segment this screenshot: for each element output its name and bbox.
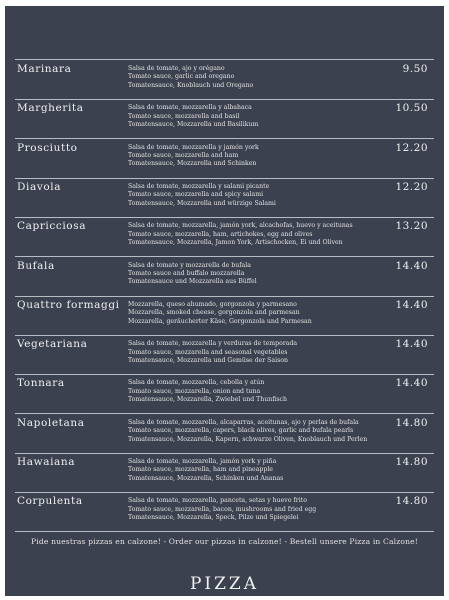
description-line: Salsa de tomate, ajo y orégano bbox=[128, 65, 225, 72]
menu-title: PIZZA bbox=[189, 574, 260, 594]
menu-item bbox=[15, 257, 434, 297]
description-line: Salsa de tomate, mozzarella y albahaca bbox=[128, 104, 252, 112]
pizza-name: Corpulenta bbox=[17, 495, 83, 508]
description-line: Tomato sauce and buffalo mozzarella bbox=[128, 269, 245, 277]
description-line: Mozzarella, smoked cheese, gorgonzola and parmesan bbox=[128, 309, 300, 317]
menu-item bbox=[15, 335, 434, 375]
menu-item bbox=[15, 217, 434, 257]
description-line: Tomato sauce, mozzarella, onion and tuna bbox=[128, 387, 261, 395]
description-line: Tomato sauce, garlic and oregano bbox=[128, 73, 235, 81]
menu-item bbox=[15, 492, 434, 532]
menu-item bbox=[15, 453, 434, 493]
pizza-price: 14.40 bbox=[395, 377, 428, 390]
pizza-name: Marinara bbox=[17, 63, 72, 75]
pizza-name: Prosciutto bbox=[17, 141, 78, 154]
pizza-description bbox=[128, 458, 283, 483]
pizza-price: 14.80 bbox=[395, 456, 428, 468]
pizza-description bbox=[128, 104, 258, 129]
description-line: Tomato sauce, mozzarella, bacon, mushrooms and fried egg bbox=[128, 505, 317, 513]
pizza-price: 12.20 bbox=[395, 180, 428, 193]
pizza-name: Quattro formaggi bbox=[17, 298, 120, 311]
description-line: Salsa de tomate, mozzarella y verduras de temporada bbox=[128, 340, 298, 348]
pizza-description bbox=[128, 497, 316, 522]
description-line: Salsa de tomate, mozzarella y salami picante bbox=[128, 182, 270, 190]
description-line: Salsa de tomate y mozzarella de bufala bbox=[128, 261, 251, 269]
pizza-name: Margherita bbox=[17, 102, 84, 115]
description-line: Salsa de tomate, mozzarella, jamón york, alcachofas, huevo y aceitunas bbox=[128, 222, 353, 230]
description-line: Tomatensauce, Mozzarella, Speck, Pilze und Spiegelei bbox=[128, 514, 299, 522]
pizza-description bbox=[128, 379, 287, 404]
description-line: Tomatensauce, Mozzarella, Schinken und Ananas bbox=[128, 474, 284, 482]
pizza-price: 10.50 bbox=[395, 102, 428, 115]
pizza-price: 14.40 bbox=[395, 259, 428, 272]
description-line: Salsa de tomate, mozzarella, jamón york y piña bbox=[128, 458, 277, 465]
description-line: Tomato sauce, mozzarella and spicy salami bbox=[128, 191, 264, 199]
pizza-price: 13.20 bbox=[395, 220, 428, 233]
pizza-description bbox=[128, 183, 276, 208]
pizza-description bbox=[128, 144, 259, 169]
description-line: Tomatensauce, Knoblauch und Oregano bbox=[128, 81, 254, 89]
description-line: Tomatensauce, Mozzarella und würzige Salami bbox=[128, 199, 276, 207]
description-line: Salsa de tomate, mozzarella, cebolla y atún bbox=[128, 379, 265, 387]
pizza-price: 14.80 bbox=[395, 495, 428, 508]
menu-item bbox=[15, 178, 434, 218]
pizza-name: Bufala bbox=[17, 259, 55, 272]
pizza-menu bbox=[5, 6, 444, 596]
description-line: Tomato sauce, mozzarella, capers, black olives, garlic and bufala pearls bbox=[128, 427, 354, 435]
description-line: Tomato sauce, mozzarella, ham, artichokes, egg and olives bbox=[128, 230, 313, 238]
menu-item bbox=[15, 99, 434, 139]
pizza-price: 14.80 bbox=[395, 416, 428, 429]
pizza-description bbox=[128, 65, 253, 90]
pizza-description bbox=[128, 222, 353, 247]
calzone-note: Pide nuestras pizzas en calzone! - Order our pizzas in calzone! - Bestell unsere Pizza in Calzone! bbox=[31, 537, 418, 546]
description-line: Tomato sauce, mozzarella and ham bbox=[128, 152, 239, 159]
pizza-price: 12.20 bbox=[395, 141, 428, 154]
menu-item bbox=[15, 414, 434, 454]
description-line: Tomatensauce und Mozzarella aus Büffel bbox=[128, 278, 257, 286]
menu-item bbox=[15, 139, 434, 179]
pizza-description bbox=[128, 262, 257, 287]
description-line: Tomato sauce, mozzarella and seasonal vegetables bbox=[128, 348, 288, 356]
description-line: Tomatensauce, Mozzarella, Kapern, schwarze Oliven, Knoblauch und Perlen bbox=[128, 435, 368, 443]
pizza-description bbox=[128, 340, 297, 365]
pizza-description bbox=[128, 419, 367, 444]
pizza-name: Vegetariana bbox=[17, 338, 88, 351]
pizza-price: 9.50 bbox=[402, 63, 428, 75]
pizza-description bbox=[128, 301, 312, 326]
menu-item bbox=[15, 296, 434, 336]
pizza-name: Napoletana bbox=[17, 416, 85, 429]
description-line: Tomatensauce, Mozzarella und Basilikum bbox=[128, 121, 259, 129]
menu-item bbox=[15, 60, 434, 100]
description-line: Tomatensauce, Mozzarella, Zwiebel und Thunfisch bbox=[128, 396, 287, 404]
description-line: Tomatensauce, Mozzarella und Schinken bbox=[128, 160, 257, 168]
pizza-name: Tonnara bbox=[17, 377, 65, 390]
description-line: Mozzarella, queso ahumado, gorgonzola y parmesano bbox=[128, 300, 297, 308]
description-line: Tomato sauce, mozzarella, ham and pineapple bbox=[128, 466, 273, 474]
description-line: Tomatensauce, Mozzarella und Gemüse der Saison bbox=[128, 356, 288, 364]
description-line: Mozzarella, geräucherter Käse, Gorgonzola und Parmesan bbox=[128, 317, 312, 325]
description-line: Tomato sauce, mozzarella and basil bbox=[128, 112, 240, 120]
description-line: Salsa de tomate, mozzarella, alcaparras, aceitunas, ajo y perlas de bufala bbox=[128, 418, 359, 426]
pizza-name: Hawaiana bbox=[17, 456, 76, 468]
description-line: Salsa de tomate, mozzarella, panceta, setas y huevo frito bbox=[128, 497, 307, 505]
pizza-price: 14.40 bbox=[395, 298, 428, 311]
description-line: Salsa de tomate, mozzarella y jamón york bbox=[128, 143, 259, 151]
pizza-name: Diavola bbox=[17, 180, 62, 193]
menu-item bbox=[15, 374, 434, 414]
pizza-name: Capricciosa bbox=[17, 220, 87, 233]
description-line: Tomatensauce, Mozzarella, Jamon York, Artischocken, Ei und Oliven bbox=[128, 239, 343, 246]
pizza-price: 14.40 bbox=[395, 338, 428, 351]
